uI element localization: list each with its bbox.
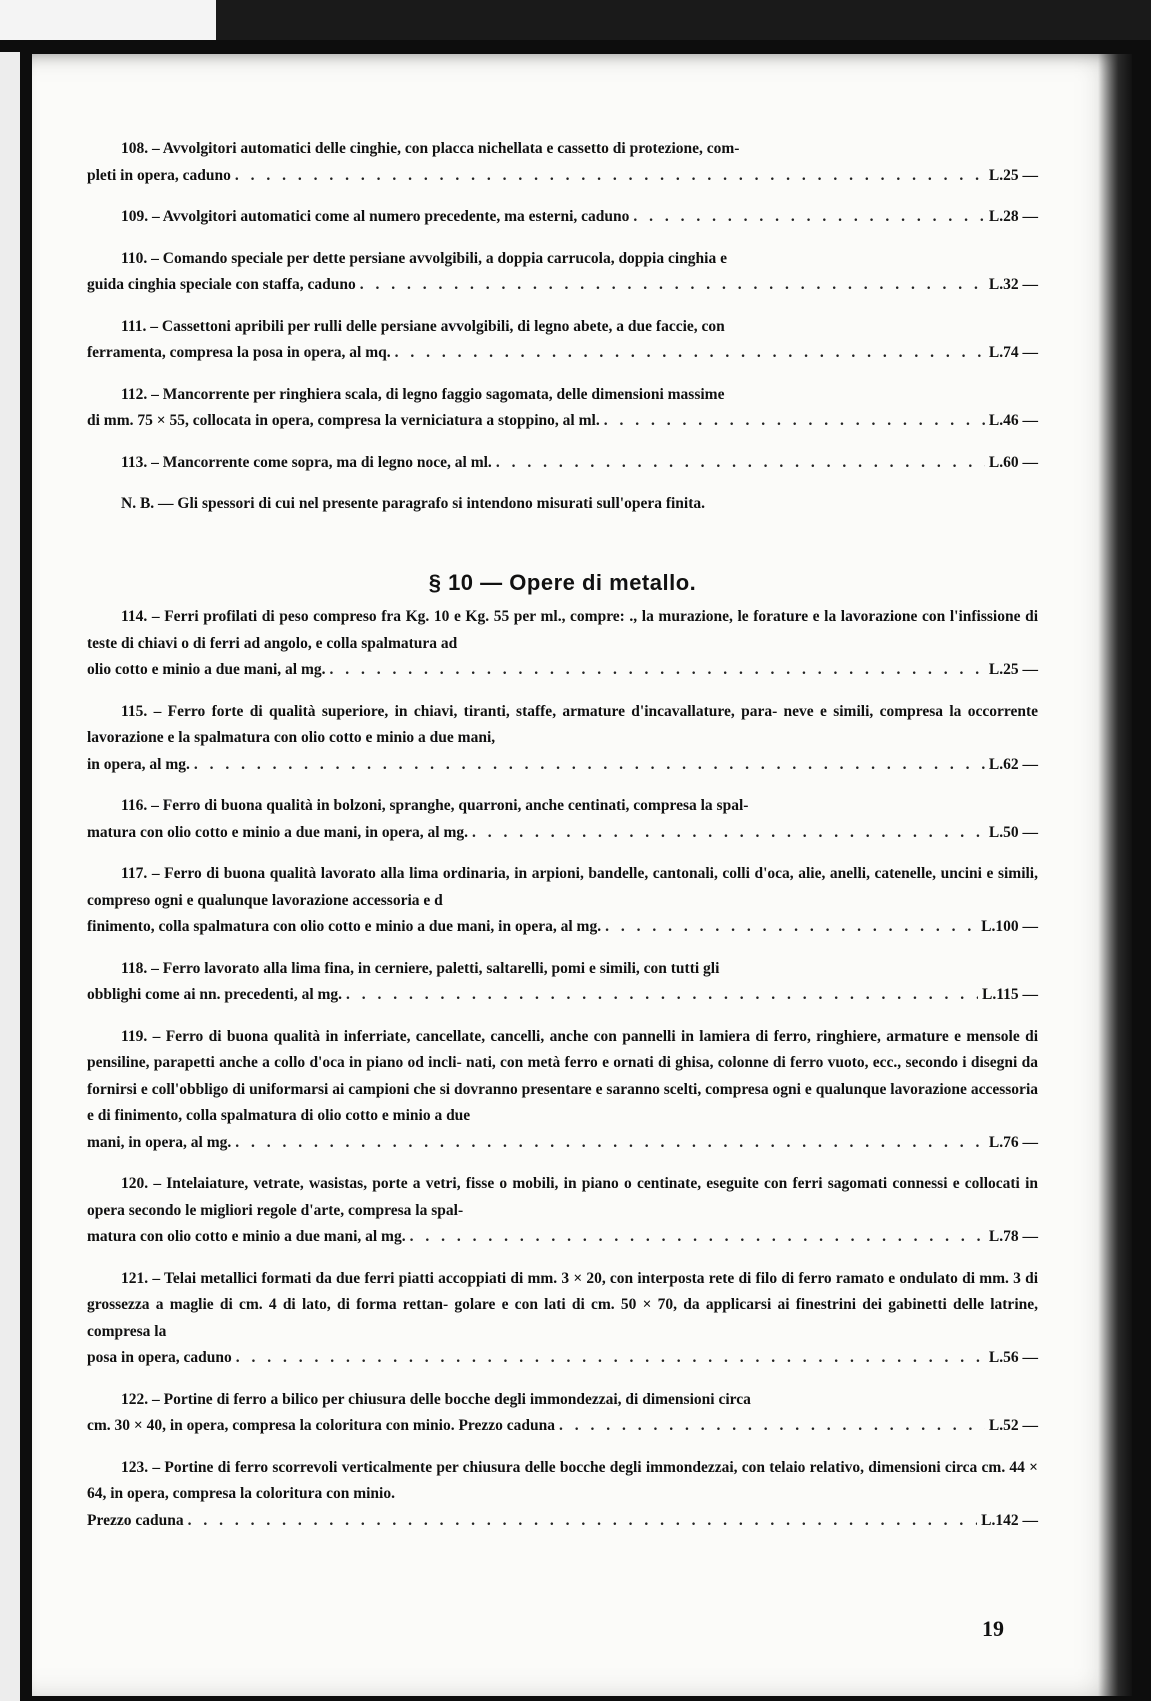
price-currency: L. xyxy=(988,344,1004,361)
entry-114 xyxy=(87,604,1038,684)
entry-price xyxy=(989,657,1038,684)
entry-price xyxy=(989,1130,1038,1157)
scan-top-left-margin xyxy=(0,0,216,40)
entry-body xyxy=(87,1455,1038,1508)
nb-label: N. B. xyxy=(121,495,155,512)
price-currency: L. xyxy=(988,1228,1004,1245)
price-currency: L. xyxy=(988,412,1004,429)
entry-last-text: matura con olio cotto e minio a due mani, al mg. xyxy=(87,1228,406,1245)
dot-leader xyxy=(410,1224,985,1251)
price-value: 52 — xyxy=(1003,1417,1038,1434)
entry-last-text: obblighi come ai nn. precedenti, al mg. xyxy=(87,986,343,1003)
dot-leader xyxy=(633,204,984,231)
entry-text: – Comando speciale per dette persiane avvolgibili, a doppia carrucola, doppia cinghia e xyxy=(151,249,727,267)
price-value: 100 — xyxy=(995,918,1038,935)
price-value: 76 — xyxy=(1003,1133,1038,1151)
entry-price-line xyxy=(87,752,1038,779)
price-value: 74 — xyxy=(1003,344,1038,361)
entry-price-line xyxy=(87,982,1038,1009)
entry-number: 112. xyxy=(121,385,148,403)
price-currency: L. xyxy=(988,823,1004,841)
entry-body xyxy=(87,604,1038,657)
entry-price-line xyxy=(87,1508,1038,1535)
entry-last-text: – Mancorrente come sopra, ma di legno noce, al ml. xyxy=(151,453,492,471)
entry-price xyxy=(989,204,1038,231)
price-currency: L. xyxy=(988,755,1004,773)
entry-final-text xyxy=(87,914,601,941)
entry-final-text xyxy=(87,752,190,779)
entry-price xyxy=(989,1413,1038,1440)
price-currency: L. xyxy=(982,986,997,1003)
entry-last-text: mani, in opera, al mg. xyxy=(87,1133,232,1151)
entry-final-text xyxy=(87,1413,555,1440)
entry-116 xyxy=(87,793,1038,846)
entry-price-line xyxy=(87,1345,1038,1372)
entry-last-text: matura con olio cotto e minio a due mani, in opera, al mg. xyxy=(87,823,469,841)
entry-number: 122. xyxy=(121,1390,149,1408)
dot-leader xyxy=(604,408,985,435)
entry-last-text: di mm. 75 × 55, collocata in opera, compresa la verniciatura a stoppino, al ml. xyxy=(87,412,600,429)
entry-body xyxy=(87,246,1038,273)
entry-number: 113. xyxy=(121,453,148,471)
nb-text: — Gli spessori di cui nel presente paragrafo si intendono misurati sull'opera finita. xyxy=(158,495,706,512)
entry-number: 120. xyxy=(121,1175,149,1192)
entry-final-text xyxy=(87,340,391,367)
dot-leader xyxy=(194,752,985,779)
dot-leader xyxy=(330,657,985,684)
entry-price xyxy=(981,1508,1038,1535)
entry-body xyxy=(87,136,1038,163)
entry-final-text xyxy=(87,657,326,684)
dot-leader xyxy=(236,1345,985,1372)
dot-leader xyxy=(605,914,977,941)
dot-leader xyxy=(395,340,985,367)
entry-last-text: guida cinghia speciale con staffa, caduno xyxy=(87,276,356,293)
entry-price xyxy=(989,1224,1038,1251)
entry-118 xyxy=(87,956,1038,1009)
entry-text: – Ferro lavorato alla lima fina, in cerniere, paletti, saltarelli, pomi e simili, con tutti gli xyxy=(151,959,720,977)
entry-price-line xyxy=(87,408,1038,435)
entry-123 xyxy=(87,1455,1038,1535)
entry-text: – Portine di ferro scorrevoli verticalmente per chiusura delle bocche degli immondezzai, con telaio relativo, dimensioni circa cm. 44 × 64, in opera, compresa la coloritura con minio. xyxy=(87,1458,1039,1502)
entry-body xyxy=(87,699,1038,752)
entry-body xyxy=(87,314,1038,341)
entry-final-text xyxy=(87,272,356,299)
dot-leader xyxy=(346,982,978,1009)
dot-leader xyxy=(496,450,985,477)
dot-leader xyxy=(360,272,985,299)
entry-price xyxy=(989,408,1038,435)
price-value: 60 — xyxy=(1003,453,1038,471)
price-currency: L. xyxy=(988,1133,1004,1151)
page-content xyxy=(87,136,1038,1549)
price-value: 142 — xyxy=(995,1511,1038,1529)
nb-note xyxy=(87,491,1038,518)
price-currency: L. xyxy=(988,1417,1004,1434)
price-currency: L. xyxy=(981,1511,996,1529)
entry-price xyxy=(989,450,1038,477)
entry-final-text xyxy=(87,204,629,231)
price-currency: L. xyxy=(988,1349,1004,1366)
page-binding-shadow xyxy=(1098,54,1132,1696)
entry-price-line xyxy=(87,1413,1038,1440)
entry-price-line xyxy=(87,820,1038,847)
page-number: 19 xyxy=(982,1616,1004,1641)
entry-price xyxy=(989,752,1038,779)
entry-last-text: finimento, colla spalmatura con olio cotto e minio a due mani, in opera, al mg. xyxy=(87,918,602,935)
entry-number: 108. xyxy=(121,140,149,157)
entry-body xyxy=(87,382,1038,409)
section-symbol: § 10 — xyxy=(428,569,503,595)
entry-text: – Intelaiature, vetrate, wasistas, porte a vetri, fisse o mobili, in piano o centinate, eseguite con ferri sagomati connessi e collocati in opera secondo le migliori regole d'arte, compresa la spal- xyxy=(87,1175,1038,1219)
entry-price-line xyxy=(87,272,1038,299)
entry-text: – Mancorrente per ringhiera scala, di legno faggio sagomata, delle dimensioni massime xyxy=(151,385,725,403)
entry-last-text: cm. 30 × 40, in opera, compresa la coloritura con minio. Prezzo caduna xyxy=(87,1417,556,1434)
entry-last-text: olio cotto e minio a due mani, al mg. xyxy=(87,661,326,678)
entry-final-text xyxy=(87,163,231,190)
entry-price-line xyxy=(87,1130,1038,1157)
entry-last-text: – Avvolgitori automatici come al numero precedente, ma esterni, caduno xyxy=(152,208,630,225)
entry-number: 114. xyxy=(121,608,148,625)
entry-number: 115. xyxy=(121,702,148,720)
price-currency: L. xyxy=(988,661,1004,678)
dot-leader xyxy=(235,1130,985,1157)
entry-body xyxy=(87,956,1038,983)
price-currency: L. xyxy=(988,453,1004,471)
entry-price xyxy=(989,272,1038,299)
entry-body xyxy=(87,1266,1038,1346)
entry-price xyxy=(989,163,1038,190)
entry-117 xyxy=(87,861,1038,941)
entry-final-text xyxy=(87,450,492,477)
dot-leader xyxy=(235,163,985,190)
dot-leader xyxy=(188,1508,978,1535)
document-page xyxy=(32,54,1132,1696)
price-value: 25 — xyxy=(1003,661,1038,678)
entry-last-text: pleti in opera, caduno xyxy=(87,166,231,184)
entry-113 xyxy=(87,450,1038,477)
entry-112 xyxy=(87,382,1038,435)
scan-left-strip xyxy=(0,52,20,1701)
entry-body xyxy=(87,1171,1038,1224)
entry-last-text: Prezzo caduna xyxy=(87,1511,184,1529)
entry-body xyxy=(87,861,1038,914)
price-value: 32 — xyxy=(1003,276,1038,293)
entries-section-10 xyxy=(87,604,1038,1534)
entry-number: 118. xyxy=(121,959,148,977)
entry-body xyxy=(87,1387,1038,1414)
entry-text: – Cassettoni apribili per rulli delle persiane avvolgibili, di legno abete, a due faccie, con xyxy=(150,317,725,335)
entry-price-line xyxy=(87,657,1038,684)
entry-text: – Ferri profilati di peso compreso fra Kg. 10 e Kg. 55 per ml., compre: ., la murazione, le forature e la lavorazione con l'infissione di teste di chiavi o di ferri ad angolo, e colla spalmatura ad xyxy=(87,608,1038,652)
price-value: 115 — xyxy=(996,986,1038,1003)
section-title-text: Opere di metallo. xyxy=(509,569,697,595)
entry-price-line xyxy=(87,914,1038,941)
entry-number: 110. xyxy=(121,249,148,267)
entry-text: – Telai metallici formati da due ferri piatti accoppiati di mm. 3 × 20, con interposta rete di filo di ferro ramato e ondulato di mm. 3 di grossezza a maglie di cm. 4 di lato, di forma rettan- golare e con lati di cm. 50 × 70, da applicarsi ai finestrini dei gabinetti delle latrine, compresa la xyxy=(87,1269,1038,1340)
price-value: 56 — xyxy=(1003,1349,1038,1366)
entry-body xyxy=(87,1024,1038,1130)
entry-price-line xyxy=(87,450,1038,477)
dot-leader xyxy=(559,1413,985,1440)
entry-price-line xyxy=(87,163,1038,190)
price-value: 28 — xyxy=(1003,208,1038,225)
entry-text: – Avvolgitori automatici delle cinghie, con placca nichellata e cassetto di protezione, com- xyxy=(152,140,740,157)
entry-final-text xyxy=(87,1508,184,1535)
entry-number: 117. xyxy=(121,865,148,882)
entry-last-text: ferramenta, compresa la posa in opera, al mq. xyxy=(87,344,391,361)
price-currency: L. xyxy=(981,918,996,935)
section-heading xyxy=(87,570,1038,597)
entry-115 xyxy=(87,699,1038,779)
entry-text: – Portine di ferro a bilico per chiusura delle bocche degli immondezzai, di dimensioni circa xyxy=(152,1390,751,1408)
entry-price xyxy=(989,1345,1038,1372)
entry-text: – Ferro di buona qualità lavorato alla lima ordinaria, in arpioni, bandelle, cantonali, colli d'oca, alie, anelli, catenelle, uncini e simili, compreso ogni e qualunque lavorazione accessoria e d xyxy=(87,865,1038,909)
entry-final-text xyxy=(87,1130,231,1157)
entry-last-text: in opera, al mg. xyxy=(87,755,190,773)
entry-121 xyxy=(87,1266,1038,1372)
entry-108 xyxy=(87,136,1038,189)
entry-price xyxy=(982,982,1038,1009)
entry-body xyxy=(87,793,1038,820)
entry-price-line xyxy=(87,340,1038,367)
entry-price xyxy=(981,914,1038,941)
entry-price xyxy=(989,820,1038,847)
entry-122 xyxy=(87,1387,1038,1440)
price-value: 78 — xyxy=(1003,1228,1038,1245)
entry-price-line xyxy=(87,1224,1038,1251)
entry-final-text xyxy=(87,820,468,847)
entry-price xyxy=(989,340,1038,367)
price-currency: L. xyxy=(988,166,1004,184)
entry-text: – Ferro di buona qualità in inferriate, cancellate, cancelli, anche con pannelli in lamiera di ferro, ringhiere, armature e mensole di pensiline, parapetti anche a collo d'oca in piano od incli- nati, con metà ferro e ornati di ghisa, colonne di ferro vuoto, ecc., secondo i disegni da fornirsi e coll'obbligo di uniformarsi ai campioni che si dovranno presentare e saranno scelti, compresa ogni e qualunque lavorazione accessoria e di finimento, colla spalmatura di olio cotto e minio a due xyxy=(87,1027,1038,1124)
entry-number: 111. xyxy=(121,317,147,335)
entry-price-line xyxy=(87,204,1038,231)
entry-number: 121. xyxy=(121,1269,149,1287)
entry-119 xyxy=(87,1024,1038,1157)
dot-leader xyxy=(472,820,985,847)
entry-109 xyxy=(87,204,1038,231)
entry-text: – Ferro forte di qualità superiore, in chiavi, tiranti, staffe, armature d'incavallature, para- neve e simili, compresa la occorrente lavorazione e la spalmatura con olio cotto e minio a due mani, xyxy=(87,702,1038,746)
price-currency: L. xyxy=(988,276,1004,293)
entries-section-9 xyxy=(87,136,1038,476)
entry-final-text xyxy=(87,1224,406,1251)
entry-text: – Ferro di buona qualità in bolzoni, spranghe, quarroni, anche centinati, compresa la spal- xyxy=(151,797,749,814)
entry-final-text xyxy=(87,982,342,1009)
entry-final-text xyxy=(87,408,600,435)
price-value: 50 — xyxy=(1003,823,1038,841)
entry-final-text xyxy=(87,1345,232,1372)
price-value: 46 — xyxy=(1003,412,1038,429)
entry-last-text: posa in opera, caduno xyxy=(87,1349,232,1366)
price-value: 25 — xyxy=(1003,166,1038,184)
entry-120 xyxy=(87,1171,1038,1251)
price-currency: L. xyxy=(988,208,1004,225)
entry-number: 116. xyxy=(121,797,148,814)
entry-number: 123. xyxy=(121,1458,149,1476)
entry-number: 109. xyxy=(121,208,149,225)
entry-110 xyxy=(87,246,1038,299)
entry-111 xyxy=(87,314,1038,367)
price-value: 62 — xyxy=(1003,755,1038,773)
entry-number: 119. xyxy=(121,1027,148,1045)
